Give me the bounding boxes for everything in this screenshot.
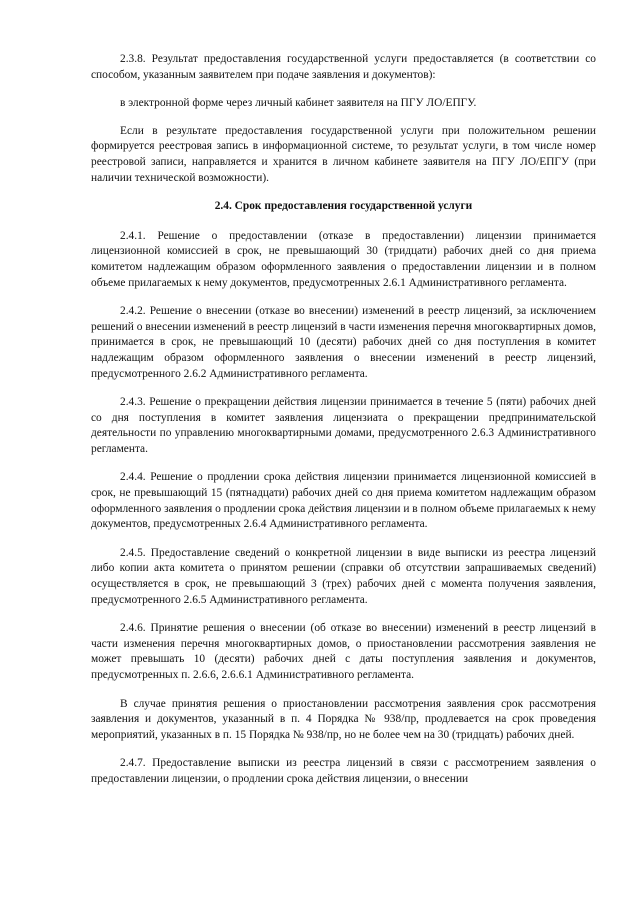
paragraph-2-4-5: 2.4.5. Предоставление сведений о конкретной лицензии в виде выписки из реестра лицензий либо копии акта комитета о принятом решении (справки об отсутствии запрашиваемых сведений) осуществляется в срок, не превышающий 3 (трех) рабочих дней с момента получения заявления, предусмотренного 2.6.5 Административного регламента. <box>91 546 596 606</box>
paragraph-2-3-8: 2.3.8. Результат предоставления государственной услуги предоставляется (в соответствии со способом, указанным заявителем при подаче заявления и документов): <box>91 53 596 81</box>
document-page <box>91 52 596 801</box>
paragraph-2-4-6: 2.4.6. Принятие решения о внесении (об отказе во внесении) изменений в реестр лицензий в части изменения перечня многоквартирных домов, о приостановлении рассмотрения заявления не может превышать 10 (десяти) рабочих дней с даты поступления заявления и документов, предусмотренных п. 2.6.6, 2.6.6.1 Административного регламента. <box>91 622 596 681</box>
paragraph-2-4-4: 2.4.4. Решение о продлении срока действия лицензии принимается лицензионной комиссией в срок, не превышающий 15 (пятнадцати) рабочих дней со дня приема комитетом надлежащим образом оформленного заявления о продлении срока действия лицензии и в полном объеме прилагаемых к нему документов, предусмотренных 2.6.4 Административного регламента. <box>91 471 596 531</box>
paragraph-2-4-7: 2.4.7. Предоставление выписки из реестра лицензий в связи с рассмотрением заявления о предоставлении лицензии, о продлении срока действия лицензии, о внесении <box>91 757 596 785</box>
paragraph-2-4-2: 2.4.2. Решение о внесении (отказе во внесении) изменений в реестр лицензий, за исключением решений о внесении изменений в реестр лицензий в части изменения перечня многоквартирных домов, принимается в срок, не превышающий 10 (десяти) рабочих дней со дня поступления в комитет надлежащим образом оформленного заявления о внесении изменений в реестр лицензий, предусмотренного 2.6.2 Административного регламента. <box>91 305 596 380</box>
paragraph-registry-record: Если в результате предоставления государственной услуги при положительном решении формируется реестровая запись в информационной системе, то результат услуги, в том числе номер реестровой записи, направляется и хранится в личном кабинете заявителя на ПГУ ЛО/ЕПГУ (при наличии технической возможности). <box>91 124 596 184</box>
paragraph-electronic-form: в электронной форме через личный кабинет заявителя на ПГУ ЛО/ЕПГУ. <box>120 97 477 110</box>
paragraph-suspension: В случае принятия решения о приостановлении рассмотрения заявления срок рассмотрения заявления и документов, указанный в п. 4 Порядка № 938/пр, продлевается на срок проведения мероприятий, указанных в п. 15 Порядка № 938/пр, но не более чем на 30 (тридцать) рабочих дней. <box>91 697 596 741</box>
paragraph-2-4-1: 2.4.1. Решение о предоставлении (отказе в предоставлении) лицензии принимается лицензионной комиссией в срок, не превышающий 30 (тридцати) рабочих дней со дня приема комитетом надлежащим образом оформленного заявления о предоставлении лицензии и в полном объеме прилагаемых к нему документов, предусмотренных 2.6.1 Административного регламента. <box>91 229 596 289</box>
section-heading: 2.4. Срок предоставления государственной услуги <box>214 200 473 213</box>
paragraph-2-4-3: 2.4.3. Решение о прекращении действия лицензии принимается в течение 5 (пяти) рабочих дней со дня поступления в комитет заявления лицензиата о прекращении предпринимательской деятельности по управлению многоквартирными домами, предусмотренного 2.6.3 Административного регламента. <box>91 396 596 455</box>
